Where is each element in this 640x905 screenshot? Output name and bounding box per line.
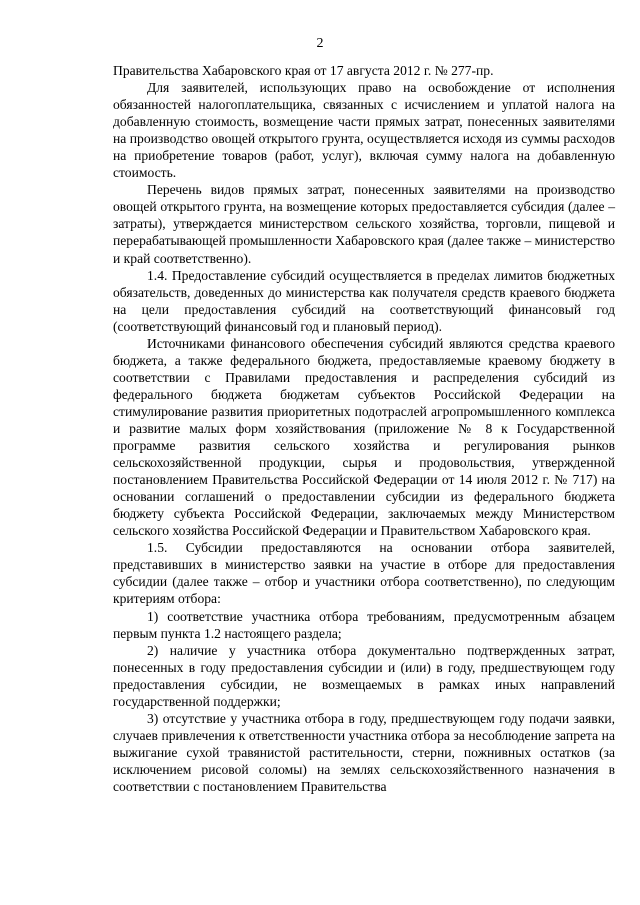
paragraph-funding-sources: Источниками финансового обеспечения субсидий являются средства краевого бюджета, а также федерального бюджета, предоставляемые краевому бюджету в соответствии с Правилами предоставления и распределения субсидий из федерального бюджета бюджетам субъектов Российской Федерации на стимулирование развития приоритетных подотраслей агропромышленного комплекса и развитие малых форм хозяйствования (приложение № 8 к Государственной программе развития сельского хозяйства и регулирования рынков сельскохозяйственной продукции, сырья и продовольствия, утвержденной постановлением Правительства Российской Федерации от 14 июля 2012 г. № 717) на основании соглашений о предоставлении субсидии из федерального бюджета бюджету субъекта Российской Федерации, заключаемых между Министерством сельского хозяйства Российской Федерации и Правительством Хабаровского края. <box>113 335 615 539</box>
paragraph-vat-exempt: Для заявителей, использующих право на освобождение от исполнения обязанностей налогоплательщика, связанных с исчислением и уплатой налога на добавленную стоимость, возмещение части прямых затрат, понесенных заявителями на производство овощей открытого грунта, осуществляется исходя из суммы расходов на приобретение товаров (работ, услуг), включая сумму налога на добавленную стоимость. <box>113 80 615 181</box>
paragraph-continuation: Правительства Хабаровского края от 17 августа 2012 г. № 277-пр. <box>113 63 494 78</box>
page-number: 2 <box>316 36 324 51</box>
criterion-3: 3) отсутствие у участника отбора в году, предшествующем году подачи заявки, случаев привлечения к ответственности участника отбора за несоблюдение запрета на выжигание сухой травянистой растительности, стерни, пожнивных остатков (за исключением рисовой соломы) на землях сельскохозяйственного назначения в соответствии с постановлением Правительства <box>113 710 615 794</box>
paragraph-cost-list: Перечень видов прямых затрат, понесенных заявителями на производство овощей открытого грунта, на возмещение которых предоставляется субсидия (далее – затраты), утверждается министерством сельского хозяйства, торговли, пищевой и перерабатывающей промышленности Хабаровского края (далее также – министерство и край соответственно). <box>113 182 615 266</box>
paragraph-1-4: 1.4. Предоставление субсидий осуществляется в пределах лимитов бюджетных обязательств, доведенных до министерства как получателя средств краевого бюджета на цели предоставления субсидий на соответствующий финансовый год (соответствующий финансовый год и плановый период). <box>113 267 615 334</box>
criterion-2: 2) наличие у участника отбора документально подтвержденных затрат, понесенных в году предоставления субсидии и (или) в году, предшествующем году предоставления субсидии, не возмещаемых в рамках иных направлений государственной поддержки; <box>113 642 615 709</box>
document-body <box>113 62 615 795</box>
paragraph-1-5: 1.5. Субсидии предоставляются на основании отбора заявителей, представивших в министерство заявки на участие в отборе для предоставления субсидии (далее также – отбор и участники отбора соответственно), по следующим критериям отбора: <box>113 540 615 607</box>
criterion-1: 1) соответствие участника отбора требованиям, предусмотренным абзацем первым пункта 1.2 настоящего раздела; <box>113 608 615 641</box>
